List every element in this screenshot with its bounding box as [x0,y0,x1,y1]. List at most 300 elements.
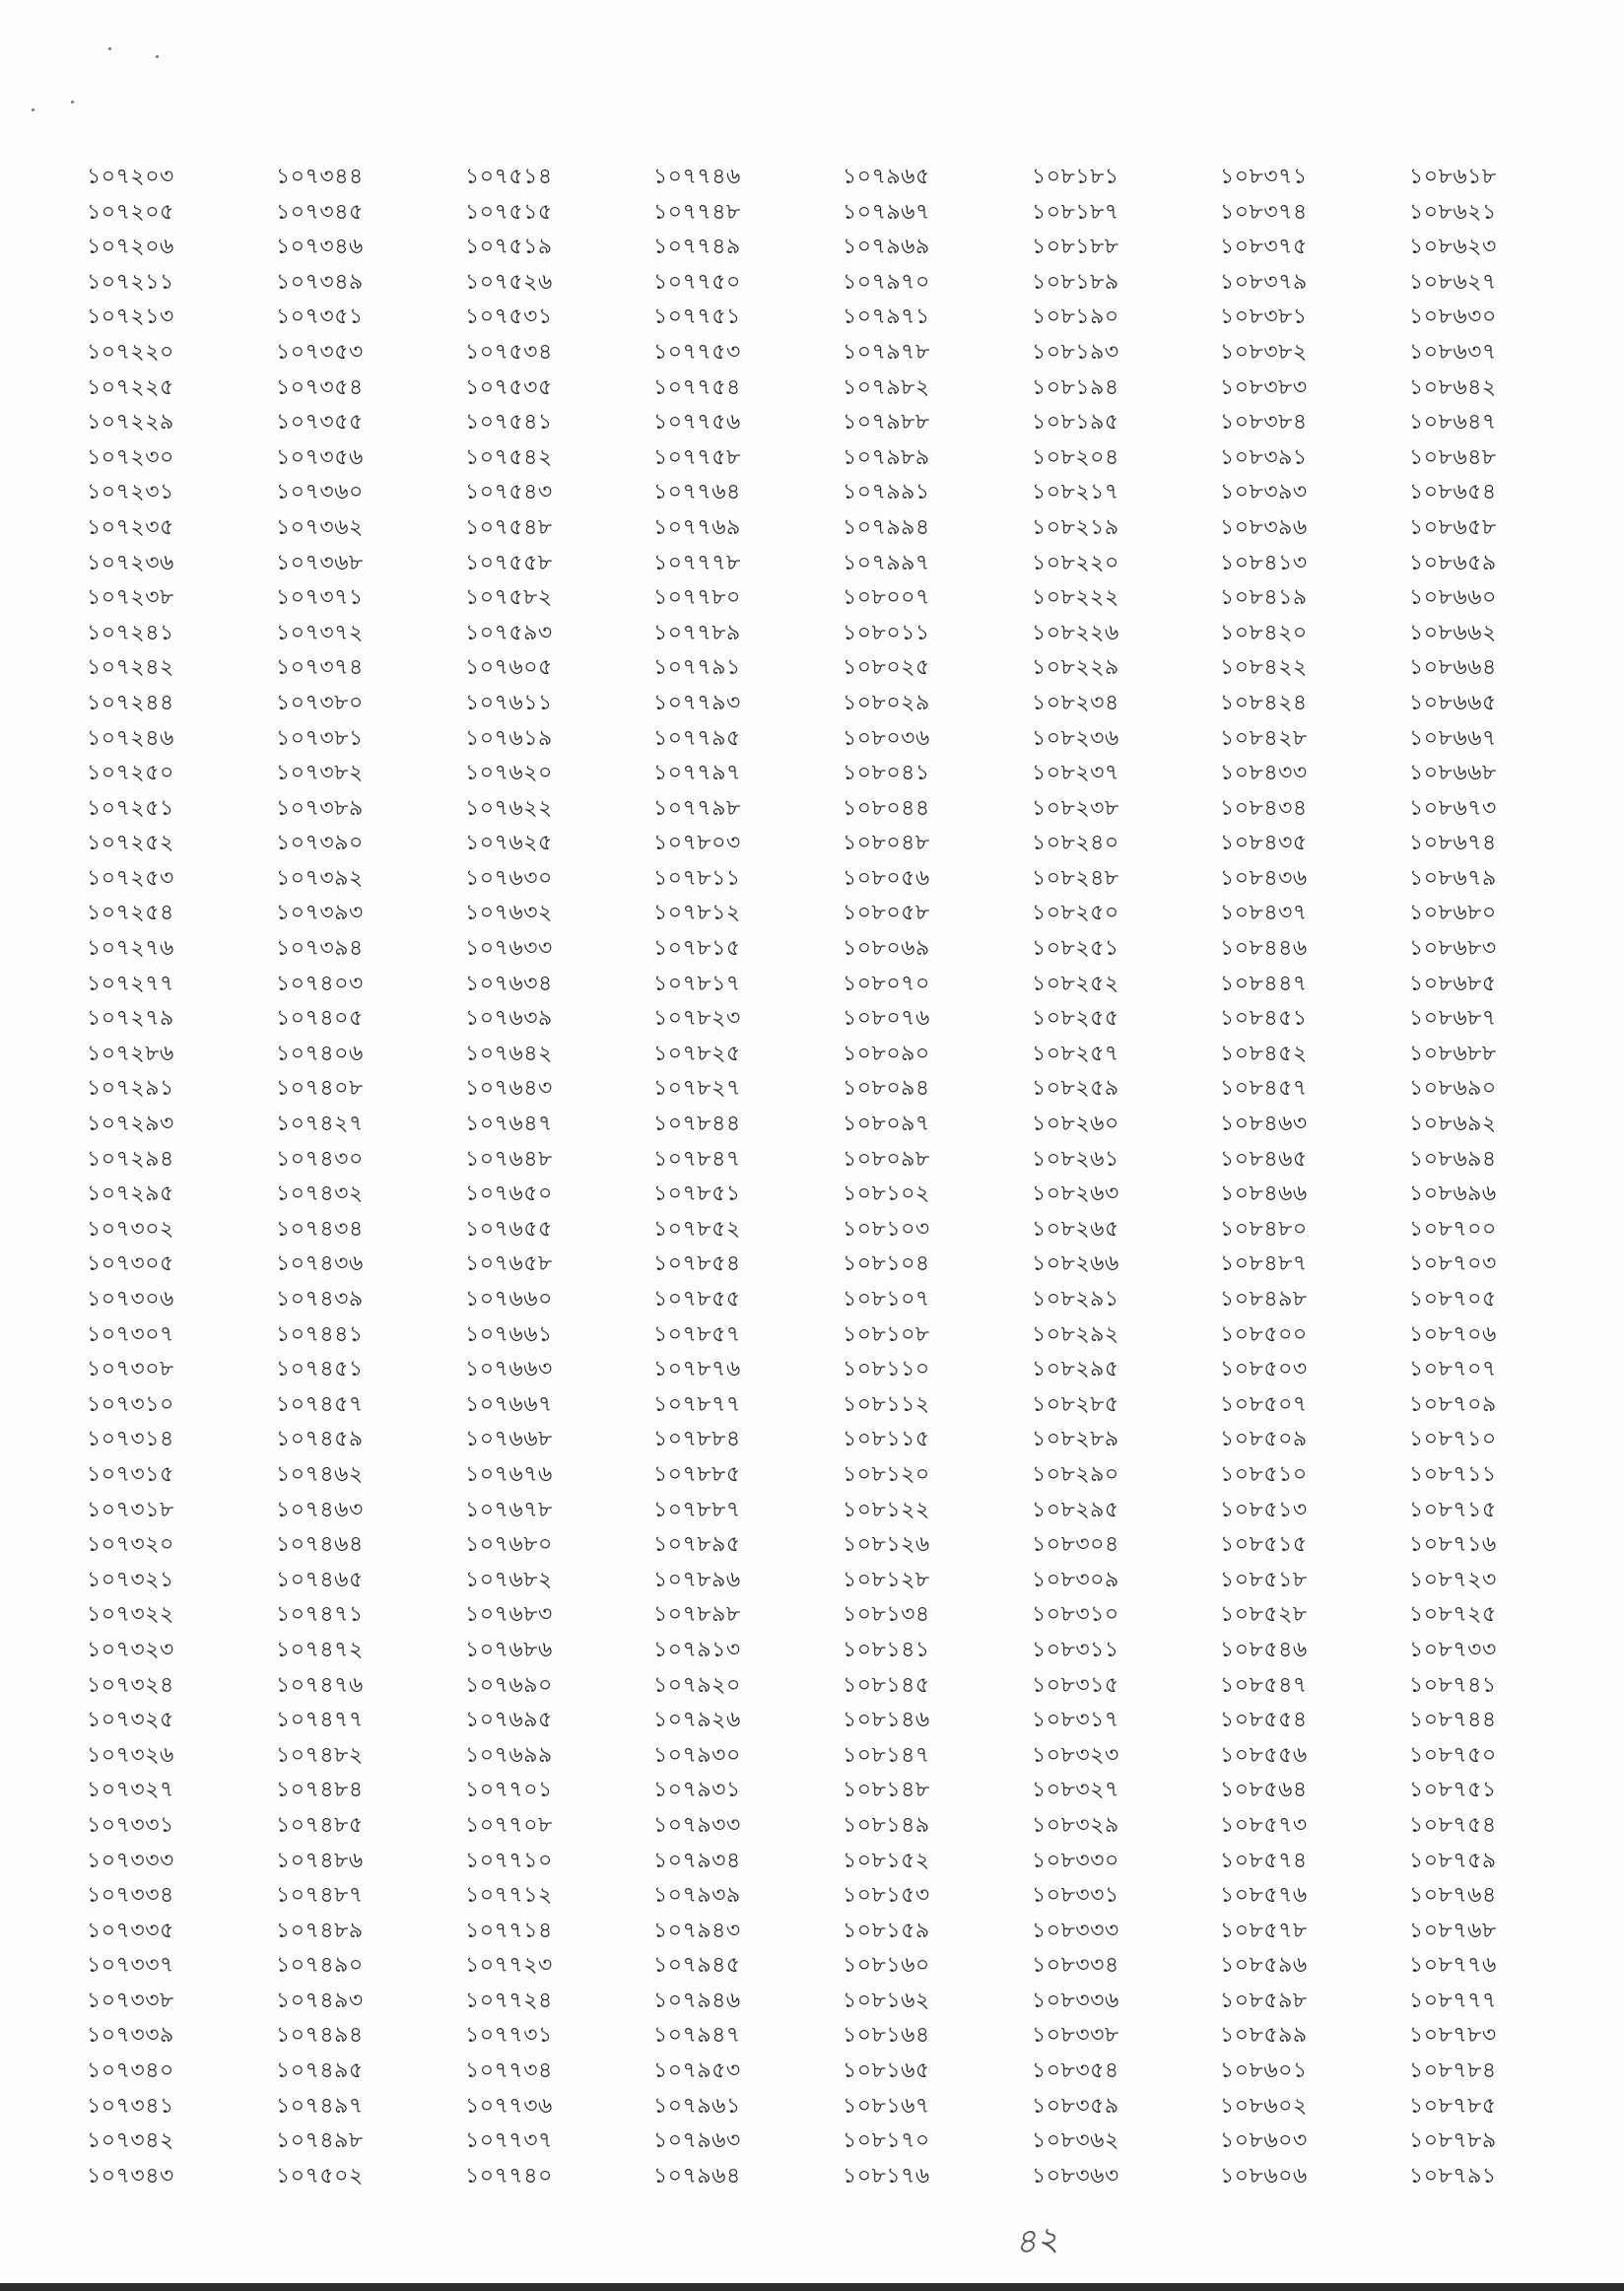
roll-number: ১০৭৬৪৭ [465,1112,553,1137]
roll-number: ১০৭৫৩১ [465,304,553,330]
roll-number: ১০৮৭৩৩ [1409,1637,1497,1662]
roll-number: ১০৭৭৩৪ [465,2058,553,2084]
roll-number: ১০৮৭৪১ [1409,1672,1497,1698]
roll-number: ১০৮৫৯৬ [1220,1953,1308,1979]
roll-number: ১০৭৯৬৩ [653,2128,741,2154]
roll-number: ১০৭২৪১ [87,620,174,645]
roll-number: ১০৭৮৮৪ [653,1427,741,1452]
roll-number: ১০৭৭২৩ [465,1953,553,1979]
roll-number: ১০৮১২৬ [843,1532,930,1558]
roll-number: ১০৭৭৩৭ [465,2128,553,2154]
roll-number: ১০৮৬৫৮ [1409,514,1497,540]
roll-number: ১০৭৭৫৬ [653,410,741,436]
roll-number: ১০৭৩৬২ [276,514,364,540]
roll-number: ১০৮৩৫৪ [1032,2058,1119,2084]
roll-number: ১০৭৫০২ [276,2163,364,2189]
roll-number: ১০৭৭২৪ [465,1988,553,2013]
roll-number: ১০৭৩০৭ [87,1321,174,1347]
roll-number: ১০৮৬৮৮ [1409,1041,1497,1066]
roll-number: ১০৮০০৭ [843,585,930,611]
roll-number: ১০৭৩২০ [87,1532,174,1558]
roll-number: ১০৭৩৭১ [276,585,364,611]
roll-number: ১০৭৩৪৩ [87,2163,174,2189]
roll-number: ১০৭৩৫৩ [276,339,364,365]
roll-number: ১০৭৯৪৩ [653,1918,741,1943]
roll-number: ১০৭৮৮৭ [653,1497,741,1522]
roll-number: ১০৮৭৮৩ [1409,2023,1497,2049]
roll-number: ১০৮৬২১ [1409,199,1497,225]
roll-number: ১০৭৪৪১ [276,1321,364,1347]
roll-number: ১০৭৭০৮ [465,1812,553,1838]
roll-number: ১০৮৫৬৪ [1220,1778,1308,1803]
roll-number: ১০৮২২৬ [1032,620,1119,645]
roll-number: ১০৮২৬০ [1032,1112,1119,1137]
roll-number: ১০৭৪৬৫ [276,1567,364,1592]
roll-number: ১০৭২৪৪ [87,690,174,715]
roll-number: ১০৮৭১১ [1409,1461,1497,1487]
roll-number: ১০৭২৩৫ [87,514,174,540]
roll-number: ১০৭৮০৩ [653,831,741,856]
roll-number: ১০৮২৮৯ [1032,1427,1119,1452]
roll-number: ১০৭৯৩৩ [653,1812,741,1838]
roll-number: ১০৮৭৬৪ [1409,1883,1497,1909]
roll-number: ১০৮০২৯ [843,690,930,715]
roll-number: ১০৮১৯৪ [1032,374,1119,400]
roll-number: ১০৮০৯৪ [843,1076,930,1102]
roll-number: ১০৮৬৮৩ [1409,936,1497,962]
roll-number: ১০৭৩৯২ [276,865,364,891]
roll-number: ১০৭৯৬৫ [843,165,930,189]
roll-number: ১০৭৩৩৪ [87,1883,174,1909]
roll-number: ১০৮৩১০ [1032,1602,1119,1628]
roll-number: ১০৮৭০৯ [1409,1391,1497,1417]
roll-number: ১০৭৯৬৯ [843,235,930,260]
roll-number: ১০৮১১০ [843,1357,930,1382]
roll-number: ১০৮৩৭৫ [1220,235,1308,260]
roll-number: ১০৭৮৭৭ [653,1391,741,1417]
roll-number: ১০৭৫১৪ [465,165,553,189]
roll-number: ১০৮৩১১ [1032,1637,1119,1662]
roll-number: ১০৭৪৫১ [276,1357,364,1382]
roll-number: ১০৭৮১৭ [653,971,741,996]
roll-number: ১০৮৬৯০ [1409,1076,1497,1102]
roll-number: ১০৮৭৭৬ [1409,1953,1497,1979]
roll-number: ১০৮০৫৬ [843,865,930,891]
roll-number: ১০৮১৬২ [843,1988,930,2013]
roll-number: ১০৮১৬০ [843,1953,930,1979]
roll-number: ১০৭৩৯০ [276,831,364,856]
roll-number: ১০৭৮১১ [653,865,741,891]
roll-number: ১০৮২১৯ [1032,514,1119,540]
roll-number: ১০৮৬৬৮ [1409,761,1497,786]
roll-number: ১০৭৩৩৩ [87,1848,174,1873]
roll-number: ১০৭৪৮২ [276,1742,364,1768]
roll-number: ১০৮৩২৩ [1032,1742,1119,1768]
roll-number: ১০৮৫১৮ [1220,1567,1308,1592]
roll-number: ১০৮৩৯১ [1220,444,1308,470]
roll-number: ১০৭৬৬০ [465,1287,553,1312]
roll-number: ১০৭৫৯৩ [465,620,553,645]
roll-number: ১০৭৪০৫ [276,1006,364,1032]
roll-number: ১০৭৩৩৫ [87,1918,174,1943]
roll-number: ১০৭৩০৮ [87,1357,174,1382]
roll-number: ১০৭২২৫ [87,374,174,400]
roll-number: ১০৮১৯৩ [1032,339,1119,365]
roll-number: ১০৭৯২৬ [653,1708,741,1733]
roll-number: ১০৮৫৭৪ [1220,1848,1308,1873]
roll-number: ১০৮৫৫৪ [1220,1708,1308,1733]
roll-number: ১০৭৯৩১ [653,1778,741,1803]
roll-number: ১০৭৯১৩ [653,1637,741,1662]
roll-number: ১০৭৫৩৫ [465,374,553,400]
roll-number: ১০৭৮৭৬ [653,1357,741,1382]
roll-number: ১০৭৭৮০ [653,585,741,611]
roll-number: ১০৭৬৯৫ [465,1708,553,1733]
roll-number: ১০৭৬৫৫ [465,1216,553,1242]
roll-number: ১০৭৪৯৩ [276,1988,364,2013]
roll-number: ১০৮৩২৭ [1032,1778,1119,1803]
roll-number: ১০৭৭৫০ [653,269,741,295]
roll-number: ১০৮২৫৯ [1032,1076,1119,1102]
roll-number: ১০৭৩৪৯ [276,269,364,295]
roll-number: ১০৮৬৯২ [1409,1112,1497,1137]
roll-number: ১০৮৩৩৬ [1032,1988,1119,2013]
roll-number: ১০৭৪৩২ [276,1181,364,1207]
roll-number: ১০৭৫৪১ [465,410,553,436]
roll-number: ১০৭২১৩ [87,304,174,330]
roll-number: ১০৮৪৮০ [1220,1216,1308,1242]
roll-number: ১০৮২৩৮ [1032,795,1119,821]
roll-number: ১০৮৭৫১ [1409,1778,1497,1803]
roll-number: ১০৮১৬৫ [843,2058,930,2084]
roll-number: ১০৭২৫১ [87,795,174,821]
roll-number: ১০৮৪১৯ [1220,585,1308,611]
column-8 [1409,160,1587,2193]
roll-number: ১০৮৬৫৯ [1409,550,1497,575]
roll-number: ১০৮০৫৮ [843,901,930,926]
roll-number: ১০৮১০৭ [843,1287,930,1312]
roll-number: ১০৭৭৪৬ [653,165,741,189]
roll-number: ১০৭৪৭২ [276,1637,364,1662]
roll-number: ১০৭৭৯১ [653,655,741,681]
roll-number: ১০৭৯৯১ [843,480,930,505]
roll-number: ১০৮২৯৫ [1032,1357,1119,1382]
roll-number: ১০৮৫০০ [1220,1321,1308,1347]
roll-number: ১০৮২৬৩ [1032,1181,1119,1207]
roll-number: ১০৮১৪৭ [843,1742,930,1768]
roll-number: ১০৭২৫৪ [87,901,174,926]
roll-number: ১০৮১৯০ [1032,304,1119,330]
roll-number: ১০৮৪৬৩ [1220,1112,1308,1137]
roll-number: ১০৭৮৫১ [653,1181,741,1207]
roll-number: ১০৮২১৭ [1032,480,1119,505]
roll-number: ১০৮৬৫৪ [1409,480,1497,505]
roll-number: ১০৮০৪১ [843,761,930,786]
roll-number: ১০৭৪৭৭ [276,1708,364,1733]
roll-number: ১০৮০৯০ [843,1041,930,1066]
roll-number: ১০৭৪৫৭ [276,1391,364,1417]
roll-number: ১০৮৫৯৮ [1220,1988,1308,2013]
roll-number: ১০৮৪৩৭ [1220,901,1308,926]
roll-number: ১০৮৭১৫ [1409,1497,1497,1522]
roll-number: ১০৭৩১৪ [87,1427,174,1452]
roll-number: ১০৭৩৫১ [276,304,364,330]
roll-number: ১০৮১৮৮ [1032,235,1119,260]
roll-number: ১০৭৩৪৫ [276,199,364,225]
roll-number: ১০৭২০৩ [87,165,174,189]
roll-number: ১০৮৬৩৭ [1409,339,1497,365]
roll-number: ১০৭৭৩৬ [465,2093,553,2119]
roll-number: ১০৭৬৮৬ [465,1637,553,1662]
roll-number: ১০৭৪৩০ [276,1146,364,1172]
roll-number: ১০৮৬৪৭ [1409,410,1497,436]
roll-number: ১০৭৩৪৪ [276,165,364,189]
roll-number: ১০৭৬৭৬ [465,1461,553,1487]
roll-number: ১০৭৪৯০ [276,1953,364,1979]
roll-number: ১০৮৪৪৬ [1220,936,1308,962]
roll-number: ১০৮২৬১ [1032,1146,1119,1172]
roll-number: ১০৮৩৭৪ [1220,199,1308,225]
roll-number: ১০৭২৭৯ [87,1006,174,1032]
roll-number: ১০৭৩২১ [87,1567,174,1592]
roll-number: ১০৮৬০২ [1220,2093,1308,2119]
roll-number: ১০৭৯৩০ [653,1742,741,1768]
roll-number: ১০৭৯৭৮ [843,339,930,365]
roll-number: ১০৭৪০৩ [276,971,364,996]
roll-number: ১০৭৪৯৪ [276,2023,364,2049]
roll-number: ১০৭৩০৫ [87,1251,174,1277]
roll-number: ১০৭৩৪২ [87,2128,174,2154]
roll-number: ১০৭৬৪২ [465,1041,553,1066]
roll-number: ১০৮২৫১ [1032,936,1119,962]
roll-number: ১০৮২২২ [1032,585,1119,611]
handwritten-page-number: ৪২ [1012,2218,1060,2263]
roll-number: ১০৭৪৯৮ [276,2128,364,2154]
roll-number: ১০৭২৯৫ [87,1181,174,1207]
roll-number: ১০৮০৪৮ [843,831,930,856]
roll-number: ১০৮৬৬৫ [1409,690,1497,715]
roll-number: ১০৮৬০৬ [1220,2163,1308,2189]
roll-number: ১০৮০৭৬ [843,1006,930,1032]
roll-number: ১০৭৭৪৯ [653,235,741,260]
roll-number: ১০৭৫৮২ [465,585,553,611]
roll-number: ১০৭৫৪৩ [465,480,553,505]
roll-number: ১০৮৬৮৫ [1409,971,1497,996]
roll-number: ১০৭৪৫৯ [276,1427,364,1452]
roll-number: ১০৭২৫৩ [87,865,174,891]
column-5 [843,160,1020,2193]
roll-number: ১০৭৪৮৯ [276,1918,364,1943]
roll-number: ১০৮২৫০ [1032,901,1119,926]
roll-number: ১০৮৪৬৬ [1220,1181,1308,1207]
roll-number: ১০৭৩২৬ [87,1742,174,1768]
roll-number: ১০৭৪৭৬ [276,1672,364,1698]
roll-number: ১০৭৮৫৪ [653,1251,741,1277]
roll-number: ১০৭৩২৩ [87,1637,174,1662]
roll-number: ১০৭৪৮৫ [276,1812,364,1838]
roll-number: ১০৮২৩৬ [1032,725,1119,751]
roll-number: ১০৭৭৮৯ [653,620,741,645]
roll-number: ১০৮৭০৭ [1409,1357,1497,1382]
roll-number: ১০৭৩২৫ [87,1708,174,1733]
roll-number: ১০৮১৭৬ [843,2163,930,2189]
roll-number: ১০৮২৫২ [1032,971,1119,996]
roll-number: ১০৭৯৮৯ [843,444,930,470]
roll-number: ১০৭৮৪৭ [653,1146,741,1172]
roll-number: ১০৭৬৫৮ [465,1251,553,1277]
roll-number: ১০৭৭৬৯ [653,514,741,540]
roll-number: ১০৮৭৫৪ [1409,1812,1497,1838]
roll-number: ১০৭৮১২ [653,901,741,926]
roll-number: ১০৮৩১৭ [1032,1708,1119,1733]
roll-number: ১০৮৩৩৩ [1032,1918,1119,1943]
roll-number: ১০৮৩৮৪ [1220,410,1308,436]
roll-number: ১০৭৩৩৮ [87,1988,174,2013]
roll-number: ১০৭৬৪৮ [465,1146,553,1172]
roll-number: ১০৭৬৮২ [465,1567,553,1592]
roll-number: ১০৮৭৭৭ [1409,1988,1497,2013]
roll-number: ১০৮২৯০ [1032,1461,1119,1487]
roll-number: ১০৭৯৮৮ [843,410,930,436]
roll-number: ১০৮৩৩৮ [1032,2023,1119,2049]
roll-number: ১০৭৯৪৭ [653,2023,741,2049]
roll-number: ১০৭৬৬৭ [465,1391,553,1417]
roll-number: ১০৮৫৭৩ [1220,1812,1308,1838]
roll-number: ১০৭৬৫০ [465,1181,553,1207]
roll-number: ১০৭৬৯৯ [465,1742,553,1768]
roll-number: ১০৮১০৪ [843,1251,930,1277]
roll-number: ১০৭৩৬৮ [276,550,364,575]
roll-number: ১০৭৩৭২ [276,620,364,645]
roll-number: ১০৮৫৭৬ [1220,1883,1308,1909]
roll-number: ১০৮১৪৯ [843,1812,930,1838]
roll-number: ১০৭৭৪০ [465,2163,553,2189]
roll-number: ১০৮০২৫ [843,655,930,681]
roll-number: ১০৮৬৬৪ [1409,655,1497,681]
roll-number: ১০৭৬৪৩ [465,1076,553,1102]
roll-number: ১০৮৪৫৭ [1220,1076,1308,1102]
roll-number: ১০৮২৫৭ [1032,1041,1119,1066]
roll-number: ১০৭৪৩৯ [276,1287,364,1312]
roll-number: ১০৭৯৯৪ [843,514,930,540]
roll-number: ১০৭২৩৬ [87,550,174,575]
roll-number: ১০৭৫১৫ [465,199,553,225]
roll-number: ১০৭৪৯৭ [276,2093,364,2119]
roll-number: ১০৭৬৮০ [465,1532,553,1558]
roll-number: ১০৮৩৩৪ [1032,1953,1119,1979]
roll-number: ১০৭৮৮৫ [653,1461,741,1487]
roll-number: ১০৮২২০ [1032,550,1119,575]
roll-number: ১০৮৪২২ [1220,655,1308,681]
roll-number: ১০৮৬০১ [1220,2058,1308,2084]
roll-number: ১০৮৭৪৪ [1409,1708,1497,1733]
roll-number: ১০৭৩৩৭ [87,1953,174,1979]
roll-number: ১০৮১৭০ [843,2128,930,2154]
speck [32,108,34,111]
roll-number: ১০৮৫৯৯ [1220,2023,1308,2049]
column-6 [1032,160,1209,2193]
roll-number: ১০৮৬৪৮ [1409,444,1497,470]
roll-number: ১০৮৪৩৪ [1220,795,1308,821]
roll-number: ১০৮১৩৪ [843,1602,930,1628]
roll-number: ১০৭৩৮১ [276,725,364,751]
roll-number: ১০৭৩১০ [87,1391,174,1417]
roll-number: ১০৮৭৫৯ [1409,1848,1497,1873]
roll-number: ১০৭৮৯৮ [653,1602,741,1628]
roll-number: ১০৮২৯১ [1032,1287,1119,1312]
roll-number: ১০৭৯৬১ [653,2093,741,2119]
roll-number: ১০৮৩৩১ [1032,1883,1119,1909]
roll-number: ১০৮৪৫২ [1220,1041,1308,1066]
roll-number: ১০৭৬৮৩ [465,1602,553,1628]
roll-number: ১০৭৭৯৫ [653,725,741,751]
roll-number: ১০৭২০৬ [87,235,174,260]
roll-number: ১০৮৫০৯ [1220,1427,1308,1452]
roll-number: ১০৮৩২৯ [1032,1812,1119,1838]
roll-number: ১০৮৬১৮ [1409,165,1497,189]
roll-number: ১০৭৭৩১ [465,2023,553,2049]
roll-number: ১০৭৭৯৩ [653,690,741,715]
roll-number: ১০৭৪৮৪ [276,1778,364,1803]
roll-number: ১০৭৩০৬ [87,1287,174,1312]
roll-number: ১০৮৫১৩ [1220,1497,1308,1522]
roll-number: ১০৭৭১২ [465,1883,553,1909]
roll-number: ১০৮৬২৩ [1409,235,1497,260]
roll-number: ১০৮৭০৩ [1409,1251,1497,1277]
roll-number: ১০৭৯৬৪ [653,2163,741,2189]
roll-number: ১০৭৯২০ [653,1672,741,1698]
roll-number: ১০৮৭২৫ [1409,1602,1497,1628]
roll-number: ১০৮২৯২ [1032,1321,1119,1347]
roll-number: ১০৮৭৮৯ [1409,2128,1497,2154]
roll-number: ১০৮৫৭৮ [1220,1918,1308,1943]
roll-number: ১০৮৪২৪ [1220,690,1308,715]
roll-number: ১০৮৫১৫ [1220,1532,1308,1558]
roll-number: ১০৭৬২২ [465,795,553,821]
roll-number: ১০৮৭০৬ [1409,1321,1497,1347]
roll-number: ১০৮০৪৪ [843,795,930,821]
roll-number: ১০৭৭৯৮ [653,795,741,821]
roll-number: ১০৭৩৮০ [276,690,364,715]
roll-number: ১০৮৬৯৬ [1409,1181,1497,1207]
roll-number: ১০৭২৫০ [87,761,174,786]
roll-number: ১০৭৬৬১ [465,1321,553,1347]
roll-number: ১০৮১৬৭ [843,2093,930,2119]
roll-number: ১০৮৬৬২ [1409,620,1497,645]
roll-number: ১০৭৭১৪ [465,1918,553,1943]
roll-number: ১০৭৯৪৬ [653,1988,741,2013]
roll-number: ১০৭৬১৯ [465,725,553,751]
speck [71,101,74,103]
roll-number: ১০৭৪৬৩ [276,1497,364,1522]
roll-number: ১০৭৪৮৭ [276,1883,364,1909]
roll-number: ১০৮১৫৩ [843,1883,930,1909]
roll-number: ১০৭৬৭৮ [465,1497,553,1522]
roll-number: ১০৮৬৯৪ [1409,1146,1497,1172]
roll-number: ১০৭৫৩৪ [465,339,553,365]
roll-number: ১০৭৫১৯ [465,235,553,260]
roll-number: ১০৭৩৪৬ [276,235,364,260]
roll-number: ১০৭৪৮৬ [276,1848,364,1873]
roll-number: ১০৭২৩১ [87,480,174,505]
roll-number: ১০৭৮৪৪ [653,1112,741,1137]
roll-number: ১০৭৩৮২ [276,761,364,786]
roll-number: ১০৮৬৭৪ [1409,831,1497,856]
roll-number: ১০৮২০৪ [1032,444,1119,470]
roll-number: ১০৭৮৯৫ [653,1532,741,1558]
column-1 [87,160,264,2193]
roll-number: ১০৮৪৮৭ [1220,1251,1308,1277]
